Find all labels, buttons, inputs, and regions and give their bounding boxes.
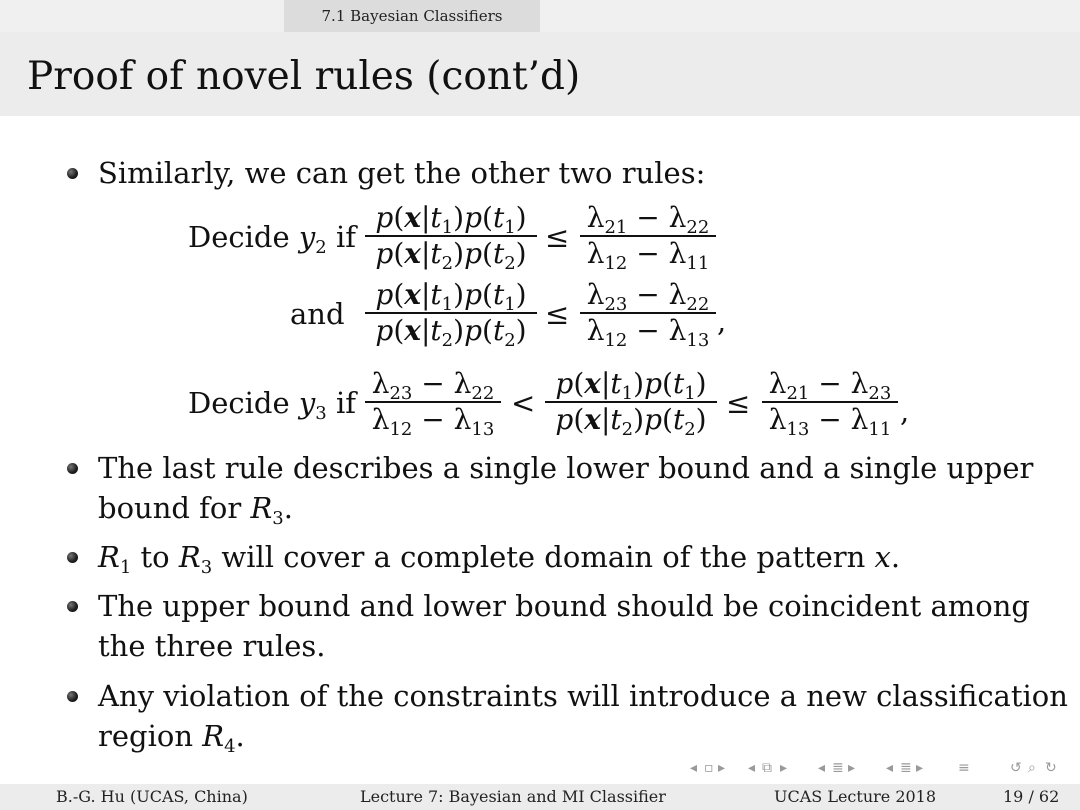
nav-subsection-icon[interactable]: ⧉ <box>762 760 772 776</box>
nav-forward-icon[interactable]: ↻ <box>1045 760 1057 776</box>
nav-align-icon[interactable]: ≡ <box>958 760 970 776</box>
rule-2-lt: < <box>511 386 536 420</box>
nav-prev-part-icon[interactable]: ◂ <box>886 760 894 776</box>
bullet-icon <box>67 463 78 474</box>
bullet-4-line-2: the three rules. <box>98 629 326 663</box>
bullet-5-line-1: Any violation of the constraints will introduce a new classification <box>98 679 1068 713</box>
rule-2-leq: ≤ <box>726 386 751 420</box>
rule-2-fraction-p: $p(x|t_1)p(t_1)$ $p(x|t_2)p(t_2)$ <box>545 367 717 437</box>
rule-2-comma: , <box>900 394 910 428</box>
bullet-icon <box>67 552 78 563</box>
rule-2-fraction-lower: $\lambda_{23} - \lambda_{22}$ $\lambda_{12} - \lambda_{13}$ <box>365 367 501 437</box>
nav-search-icon[interactable]: ⌕ <box>1028 760 1036 776</box>
rule-1-label: Decide $y_2$ if <box>188 220 356 258</box>
rule-1b-leq: ≤ <box>545 297 570 331</box>
nav-prev-subsection-icon[interactable]: ◂ <box>748 760 756 776</box>
bullet-3-text: $R_1$ to $R_3$ will cover a complete domain of the pattern x. <box>98 540 901 578</box>
slide-title: Proof of novel rules (cont’d) <box>27 54 581 99</box>
nav-prev-section-icon[interactable]: ◂ <box>818 760 826 776</box>
section-title[interactable]: 7.1 Bayesian Classifiers <box>284 0 540 32</box>
bullet-1-text: Similarly, we can get the other two rules: <box>98 156 706 190</box>
bullet-icon <box>67 601 78 612</box>
bullet-4-line-1: The upper bound and lower bound should be coincident among <box>98 589 1030 623</box>
footer-page-number: 19 / 62 <box>1003 787 1060 806</box>
nav-next-section-icon[interactable]: ▸ <box>848 760 856 776</box>
footer-course: UCAS Lecture 2018 <box>774 787 937 806</box>
bullet-2-line-1: The last rule describes a single lower bound and a single upper <box>98 451 1034 485</box>
nav-next-part-icon[interactable]: ▸ <box>916 760 924 776</box>
nav-section-icon[interactable]: ≣ <box>832 760 844 776</box>
bullet-5-line-2: region $R_4$. <box>98 719 245 757</box>
nav-next-icon[interactable]: ▸ <box>718 760 726 776</box>
bullet-2-line-2: bound for $R_3$. <box>98 491 293 529</box>
nav-next-subsection-icon[interactable]: ▸ <box>780 760 788 776</box>
footer-bar <box>0 784 1080 810</box>
rule-2-fraction-upper: $\lambda_{21} - \lambda_{23}$ $\lambda_{13} - \lambda_{11}$ <box>762 367 898 437</box>
rule-1-fraction-p: $p(x|t_1)p(t_1)$ $p(x|t_2)p(t_2)$ <box>365 201 537 271</box>
nav-back-icon[interactable]: ↺ <box>1010 760 1022 776</box>
rule-1b-fraction-lambda: $\lambda_{23} - \lambda_{22}$ $\lambda_{12} - \lambda_{13}$ <box>580 278 716 348</box>
rule-1-fraction-lambda: $\lambda_{21} - \lambda_{22}$ $\lambda_{12} - \lambda_{11}$ <box>580 201 716 271</box>
nav-first-icon[interactable]: ◂ <box>690 760 698 776</box>
rule-1b-fraction-p: $p(x|t_1)p(t_1)$ $p(x|t_2)p(t_2)$ <box>365 278 537 348</box>
bullet-icon <box>67 691 78 702</box>
rule-1-leq: ≤ <box>545 220 570 254</box>
footer-lecture: Lecture 7: Bayesian and MI Classifier <box>360 787 666 806</box>
rule-2-label: Decide $y_3$ if <box>188 386 356 424</box>
rule-1b-comma: , <box>717 304 727 338</box>
navigation-controls <box>690 760 1075 778</box>
nav-part-icon[interactable]: ≣ <box>900 760 912 776</box>
bullet-icon <box>67 168 78 179</box>
rule-1-and: and <box>290 297 345 331</box>
nav-frame-icon[interactable]: ▫ <box>704 760 714 776</box>
header-bar <box>0 0 1080 32</box>
footer-author: B.-G. Hu (UCAS, China) <box>56 787 248 806</box>
